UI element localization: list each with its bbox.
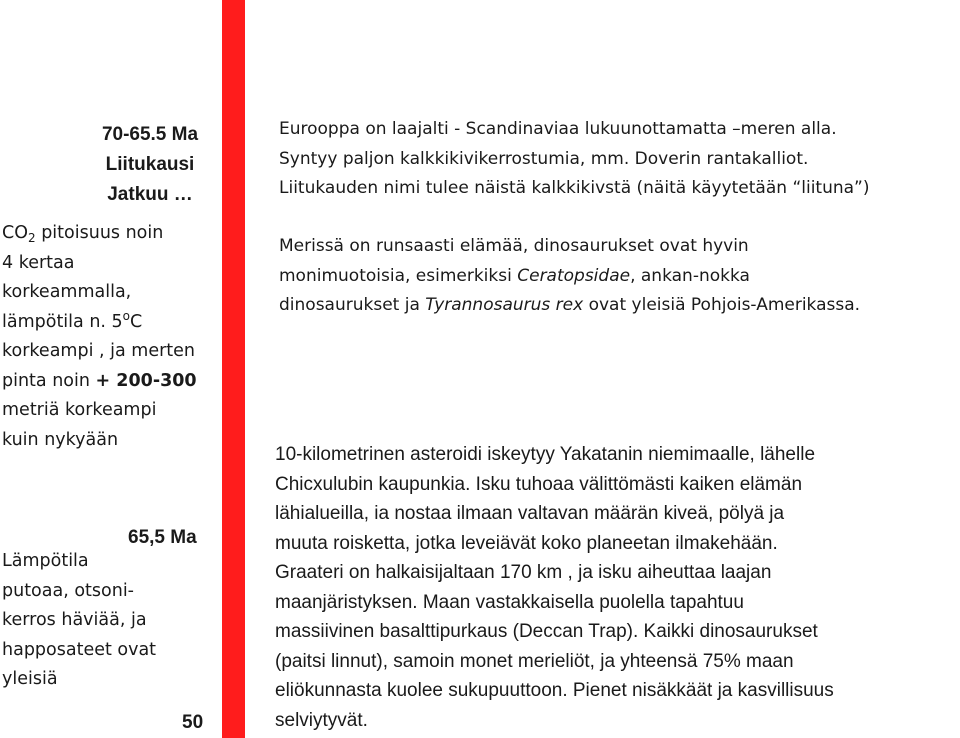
co2-line: korkeampi , ja merten <box>2 341 195 361</box>
co2-line: pinta noin + 200-300 <box>2 370 197 391</box>
paragraph-line: Liitukauden nimi tulee näistä kalkkikivstä (näitä käyytetään “liituna”) <box>279 178 870 198</box>
co2-line: korkeammalla, <box>2 282 132 302</box>
slide-number: 50 <box>182 712 204 733</box>
paragraph-line: eliökunnasta kuolee sukupuuttoon. Pienet nisäkkäät ja kasvillisuus <box>275 680 834 701</box>
paragraph-line: Chicxulubin kaupunkia. Isku tuhoaa välittömästi kaiken elämän <box>275 473 803 495</box>
temp-line: kerros häviää, ja <box>2 610 147 630</box>
paragraph-line: muuta roisketta, jotka leveiävät koko planeetan ilmakehään. <box>275 532 778 554</box>
paragraph-line: lähialueilla, ia nostaa ilmaan valtavan määrän kiveä, pölyä ja <box>275 503 785 524</box>
period-name: Liitukausi <box>105 154 195 175</box>
temp-line: happosateet ovat <box>2 639 157 660</box>
temp-line: Lämpötila <box>2 551 89 571</box>
timeline-labels <box>0 0 222 738</box>
paragraph-line: monimuotoisia, esimerkiksi Ceratopsidae, ankan-nokka <box>279 265 750 286</box>
co2-line: $CO_2$ pitoisuus noin <box>2 223 164 245</box>
period-continues: Jatkuu … <box>107 184 193 205</box>
temp-line: yleisiä <box>2 669 58 689</box>
paragraph-line: maanjäristyksen. Maan vastakkaisella puolella tapahtuu <box>275 591 744 613</box>
paragraph-line: selviytyvät. <box>275 709 368 731</box>
paragraph-line: Merissä on runsaasti elämää, dinosaurukset ovat hyvin <box>279 236 749 256</box>
paragraph-line: Graateri on halkaisijaltaan 170 km , ja isku aiheuttaa laajan <box>275 562 772 583</box>
asteroid-paragraph <box>275 440 955 735</box>
taxon-name: Tyrannosaurus rex <box>425 295 584 315</box>
paragraph-line: dinosaurukset ja Tyrannosaurus rex ovat yleisiä Pohjois-Amerikassa. <box>279 295 861 315</box>
co2-line: kuin nykyään <box>2 429 119 450</box>
co2-line: metriä korkeampi <box>2 400 157 420</box>
paragraph-line: 10-kilometrinen asteroidi iskeytyy Yakatanin niemimaalle, lähelle <box>275 444 816 465</box>
europe-paragraph <box>279 115 960 204</box>
extinction-note <box>2 547 202 695</box>
temp-line: putoaa, otsoni- <box>2 580 135 601</box>
co2-line: 4 kertaa <box>2 252 75 273</box>
climate-note <box>2 219 220 455</box>
period-heading <box>80 120 220 210</box>
extinction-date: 65,5 Ma <box>128 527 197 548</box>
co2-line: lämpötila n. 5$^o$C <box>2 308 143 332</box>
paragraph-line: massiivinen basalttipurkaus (Deccan Trap). Kaikki dinosaurukset <box>275 621 818 642</box>
period-range: 70-65.5 Ma <box>101 124 199 145</box>
sea-life-paragraph <box>279 232 960 321</box>
timeline-bar <box>222 0 245 738</box>
paragraph-line: (paitsi linnut), samoin monet merieliöt, ja yhteensä 75% maan <box>275 650 794 672</box>
paragraph-line: Syntyy paljon kalkkikivikerrostumia, mm. Doverin rantakalliot. <box>279 148 809 169</box>
paragraph-line: Eurooppa on laajalti - Scandinaviaa lukuunottamatta –meren alla. <box>279 119 837 139</box>
taxon-name: Ceratopsidae <box>517 265 631 286</box>
